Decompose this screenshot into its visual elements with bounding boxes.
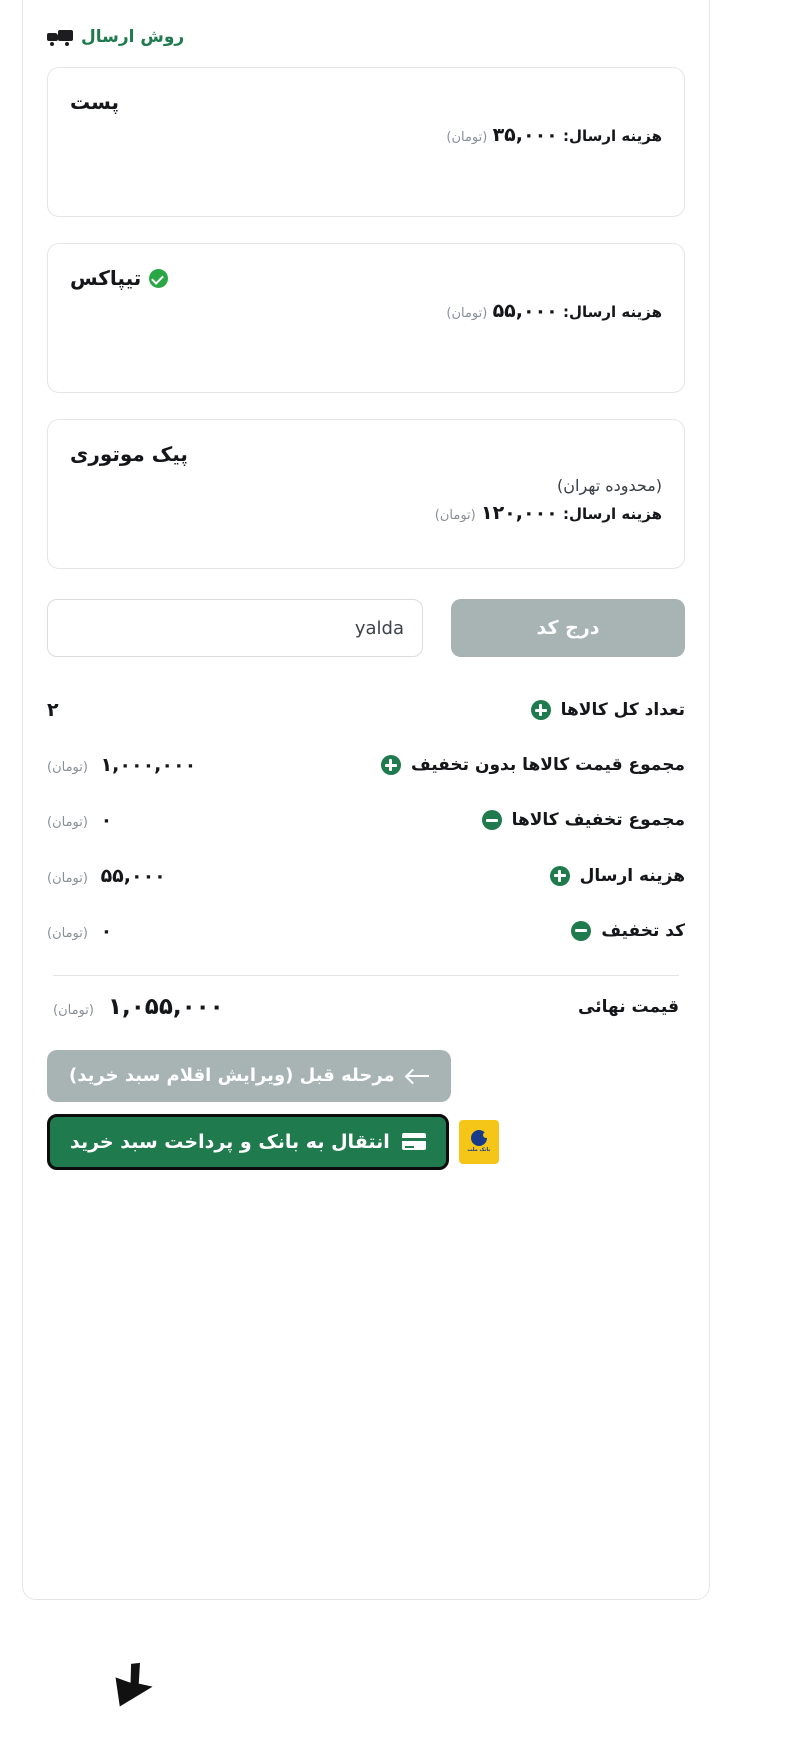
summary-row-subtotal — [47, 738, 685, 793]
shipping-option-post-name-row — [70, 90, 662, 114]
summary-row-subtotal-unit: (تومان) — [47, 760, 88, 776]
shipping-option-courier-subtitle: (محدوده تهران) — [557, 476, 662, 495]
summary-row-shipping-cost-value: ۵۵,۰۰۰ — [100, 864, 166, 887]
shipping-option-post-cost-value: ۳۵,۰۰۰ — [492, 124, 558, 146]
pay-and-go-to-bank-button[interactable] — [47, 1114, 449, 1170]
summary-row-items-discount-unit: (تومان) — [47, 815, 88, 831]
summary-row-subtotal-value-wrap — [47, 752, 196, 776]
summary-row-items-discount-label: مجموع تخفیف کالاها — [511, 810, 685, 831]
shipping-option-post-name: پست — [70, 90, 120, 114]
coupon-code-input[interactable] — [47, 599, 423, 657]
summary-row-total-items-label-wrap — [531, 697, 685, 724]
shipping-option-post[interactable] — [47, 67, 685, 217]
summary-row-subtotal-value: ۱,۰۰۰,۰۰۰ — [100, 754, 197, 777]
order-summary — [47, 683, 685, 1020]
summary-row-shipping-cost-unit: (تومان) — [47, 870, 88, 886]
shipping-option-courier[interactable] — [47, 419, 685, 569]
summary-row-coupon-discount-unit: (تومان) — [47, 925, 88, 941]
final-price-label: قیمت نهائی — [578, 996, 679, 1017]
apply-coupon-button[interactable]: درج کد — [451, 599, 685, 657]
final-price-value-wrap — [53, 994, 224, 1020]
bank-logo-label: بانک ملت — [467, 1147, 491, 1154]
shipping-option-tipax-cost — [70, 300, 662, 322]
checkout-card — [22, 0, 710, 1600]
summary-row-total-items-value: ۲ — [47, 699, 59, 721]
summary-row-coupon-discount-label-wrap — [571, 918, 685, 945]
summary-row-shipping-cost-label: هزینه ارسال — [579, 865, 685, 886]
shipping-option-courier-cost-value: ۱۲۰,۰۰۰ — [480, 502, 558, 524]
plus-circle-icon — [531, 700, 551, 720]
summary-row-coupon-discount-value: ۰ — [100, 919, 113, 942]
shipping-option-courier-cost-label: هزینه ارسال: — [563, 505, 662, 523]
final-price-value: ۱,۰۵۵,۰۰۰ — [107, 993, 224, 1020]
summary-row-total-items-value-wrap — [47, 697, 59, 721]
shipping-option-post-cost-unit: (تومان) — [446, 130, 488, 145]
shipping-option-tipax-cost-label: هزینه ارسال: — [563, 303, 662, 321]
pay-row — [47, 1114, 499, 1170]
plus-circle-icon — [550, 866, 570, 886]
coupon-row — [47, 599, 685, 657]
final-price-row — [53, 994, 679, 1020]
credit-card-icon — [402, 1133, 426, 1150]
plus-circle-icon — [381, 755, 401, 775]
previous-step-label: مرحله قبل (ویرایش اقلام سبد خرید) — [69, 1065, 395, 1087]
shipping-option-courier-name: پیک موتوری — [70, 442, 188, 466]
summary-row-shipping-cost — [47, 849, 685, 904]
minus-circle-icon — [571, 921, 591, 941]
minus-circle-icon — [482, 810, 502, 830]
summary-row-coupon-discount — [47, 904, 685, 959]
summary-row-total-items — [47, 683, 685, 738]
final-price-unit: (تومان) — [53, 1002, 94, 1018]
summary-row-items-discount — [47, 793, 685, 848]
previous-step-button[interactable] — [47, 1050, 451, 1102]
arrow-left-icon — [407, 1070, 429, 1082]
summary-row-total-items-label: تعداد کل کالاها — [560, 700, 685, 720]
check-circle-icon — [149, 269, 168, 288]
summary-row-coupon-discount-label: کد تخفیف — [601, 920, 685, 941]
shipping-option-tipax-name-row — [70, 266, 662, 290]
shipping-option-post-cost-label: هزینه ارسال: — [563, 127, 662, 145]
summary-row-items-discount-value-wrap — [47, 807, 112, 831]
shipping-option-tipax-cost-value: ۵۵,۰۰۰ — [492, 300, 558, 322]
summary-row-subtotal-label-wrap — [381, 752, 685, 779]
summary-row-shipping-cost-label-wrap — [550, 863, 685, 890]
shipping-option-courier-name-row — [70, 442, 662, 466]
shipping-option-post-cost — [70, 124, 662, 146]
summary-row-subtotal-label: مجموع قیمت کالاها بدون تخفیف — [410, 755, 685, 776]
shipping-method-title-label: روش ارسال — [81, 27, 185, 47]
shipping-option-tipax-name: تیپاکس — [70, 266, 142, 290]
shipping-option-courier-cost — [70, 502, 662, 524]
summary-row-coupon-discount-value-wrap — [47, 918, 112, 942]
summary-row-items-discount-value: ۰ — [100, 809, 113, 832]
checkout-actions — [47, 1050, 685, 1170]
shipping-option-tipax-cost-unit: (تومان) — [446, 306, 488, 321]
summary-row-items-discount-label-wrap — [482, 807, 685, 834]
pay-button-label: انتقال به بانک و پرداخت سبد خرید — [70, 1130, 390, 1153]
shipping-method-section-title — [47, 27, 685, 47]
truck-icon — [47, 27, 73, 47]
bank-mellat-logo-icon — [459, 1120, 499, 1164]
summary-divider — [53, 975, 679, 976]
summary-row-shipping-cost-value-wrap — [47, 863, 166, 887]
shipping-option-tipax[interactable] — [47, 243, 685, 393]
shipping-option-courier-cost-unit: (تومان) — [434, 508, 476, 523]
